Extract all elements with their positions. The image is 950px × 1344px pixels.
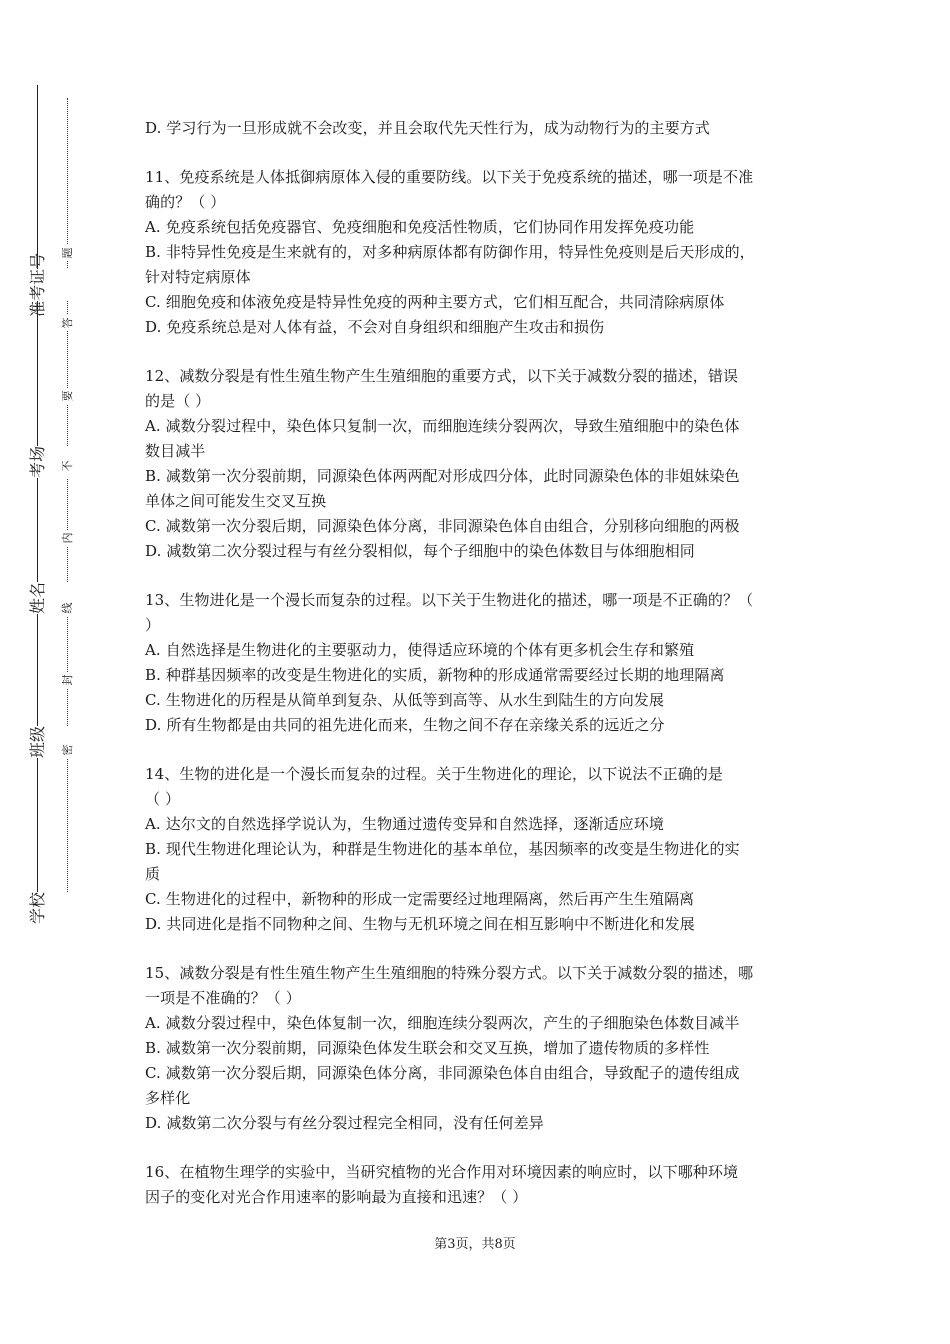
field-label-class: 班级 — [8, 726, 68, 758]
seal-char: 封 — [59, 672, 75, 688]
option-a: A. 达尔文的自然选择学说认为，生物通过遗传变异和自然选择，逐渐适应环境 — [145, 815, 664, 833]
option-a: A. 减数分裂过程中，染色体只复制一次，而细胞连续分裂两次，导致生殖细胞中的染色体 — [145, 417, 740, 435]
option-b: B. 非特异性免疫是生来就有的，对多种病原体都有防御作用，特异性免疫则是后天形成的， — [145, 243, 755, 261]
question-15 — [145, 961, 817, 1136]
question-stem: 一项是不准确的？（ ） — [145, 989, 301, 1007]
question-list — [145, 116, 817, 1234]
option-b-continued: 质 — [145, 865, 161, 883]
question-stem: 的是（ ） — [145, 392, 211, 410]
option-b: B. 减数第一次分裂前期，同源染色体发生联会和交叉互换，增加了遗传物质的多样性 — [145, 1039, 710, 1057]
option-c: C. 生物进化的历程是从简单到复杂、从低等到高等、从水生到陆生的方向发展 — [145, 691, 665, 709]
option-d: D. 减数第二次分裂与有丝分裂过程完全相同，没有任何差异 — [145, 1114, 544, 1132]
question-10-continued — [145, 116, 817, 141]
option-d: D. 学习行为一旦形成就不会改变，并且会取代先天性行为，成为动物行为的主要方式 — [145, 119, 710, 137]
seal-char: 不 — [59, 458, 75, 474]
question-stem: （ ） — [145, 790, 181, 808]
option-b-continued: 针对特定病原体 — [145, 268, 251, 286]
field-label-exam-number: 准考证号 — [8, 269, 68, 301]
question-16 — [145, 1160, 817, 1210]
field-label-school: 学校 — [8, 892, 68, 924]
question-stem: 11、免疫系统是人体抵御病原体入侵的重要防线。以下关于免疫系统的描述，哪一项是不准 — [145, 168, 754, 186]
option-a: A. 自然选择是生物进化的主要驱动力，使得适应环境的个体有更多机会生存和繁殖 — [145, 641, 695, 659]
seal-char: 要 — [59, 388, 75, 404]
option-b: B. 种群基因频率的改变是生物进化的实质，新物种的形成通常需要经过长期的地理隔离 — [145, 666, 725, 684]
option-c: C. 减数第一次分裂后期，同源染色体分离，非同源染色体自由组合，分别移向细胞的两极 — [145, 517, 740, 535]
seal-dotted-line — [67, 98, 68, 908]
option-c: C. 减数第一次分裂后期，同源染色体分离，非同源染色体自由组合，导致配子的遗传组成 — [145, 1064, 740, 1082]
option-c: C. 生物进化的过程中，新物种的形成一定需要经过地理隔离，然后再产生生殖隔离 — [145, 890, 695, 908]
binding-solid-line — [37, 85, 38, 905]
option-b-continued: 单体之间可能发生交叉互换 — [145, 492, 327, 510]
field-label-exam-room: 考场 — [8, 446, 68, 478]
seal-char: 题 — [59, 245, 75, 261]
question-13 — [145, 588, 817, 738]
seal-char: 线 — [59, 600, 75, 616]
question-stem: 确的？（ ） — [145, 193, 226, 211]
option-a: A. 减数分裂过程中，染色体复制一次，细胞连续分裂两次，产生的子细胞染色体数目减半 — [145, 1014, 740, 1032]
question-stem: 14、生物的进化是一个漫长而复杂的过程。关于生物进化的理论，以下说法不正确的是 — [145, 765, 723, 783]
option-b: B. 减数第一次分裂前期，同源染色体两两配对形成四分体，此时同源染色体的非姐妹染色 — [145, 467, 740, 485]
option-d: D. 免疫系统总是对人体有益，不会对自身组织和细胞产生攻击和损伤 — [145, 318, 605, 336]
question-stem: 15、减数分裂是有性生殖生物产生生殖细胞的特殊分裂方式。以下关于减数分裂的描述，哪 — [145, 964, 754, 982]
seal-char: 答 — [59, 315, 75, 331]
option-a: A. 免疫系统包括免疫器官、免疫细胞和免疫活性物质，它们协同作用发挥免疫功能 — [145, 218, 695, 236]
field-label-name: 姓名 — [8, 582, 68, 614]
option-b: B. 现代生物进化理论认为，种群是生物进化的基本单位，基因频率的改变是生物进化的实 — [145, 840, 740, 858]
question-11 — [145, 165, 817, 340]
page-number: 第3页，共8页 — [434, 1237, 516, 1252]
seal-char: 内 — [59, 530, 75, 546]
option-c: C. 细胞免疫和体液免疫是特异性免疫的两种主要方式，它们相互配合，共同清除病原体 — [145, 293, 725, 311]
option-d: D. 减数第二次分裂过程与有丝分裂相似，每个子细胞中的染色体数目与体细胞相同 — [145, 542, 695, 560]
option-a-continued: 数目减半 — [145, 442, 206, 460]
question-stem: 因子的变化对光合作用速率的影响最为直接和迅速？（ ） — [145, 1188, 528, 1206]
option-d: D. 所有生物都是由共同的祖先进化而来，生物之间不存在亲缘关系的远近之分 — [145, 716, 665, 734]
question-14 — [145, 762, 817, 937]
question-stem: 13、生物进化是一个漫长而复杂的过程。以下关于生物进化的描述，哪一项是不正确的？（ — [145, 591, 754, 609]
question-stem: 12、减数分裂是有性生殖生物产生生殖细胞的重要方式，以下关于减数分裂的描述，错误 — [145, 367, 739, 385]
option-c-continued: 多样化 — [145, 1089, 191, 1107]
question-stem: 16、在植物生理学的实验中，当研究植物的光合作用对环境因素的响应时，以下哪种环境 — [145, 1163, 739, 1181]
question-12 — [145, 364, 817, 564]
question-stem: ） — [145, 616, 161, 634]
seal-char: 密 — [59, 742, 75, 758]
option-d: D. 共同进化是指不同物种之间、生物与无机环境之间在相互影响中不断进化和发展 — [145, 915, 695, 933]
